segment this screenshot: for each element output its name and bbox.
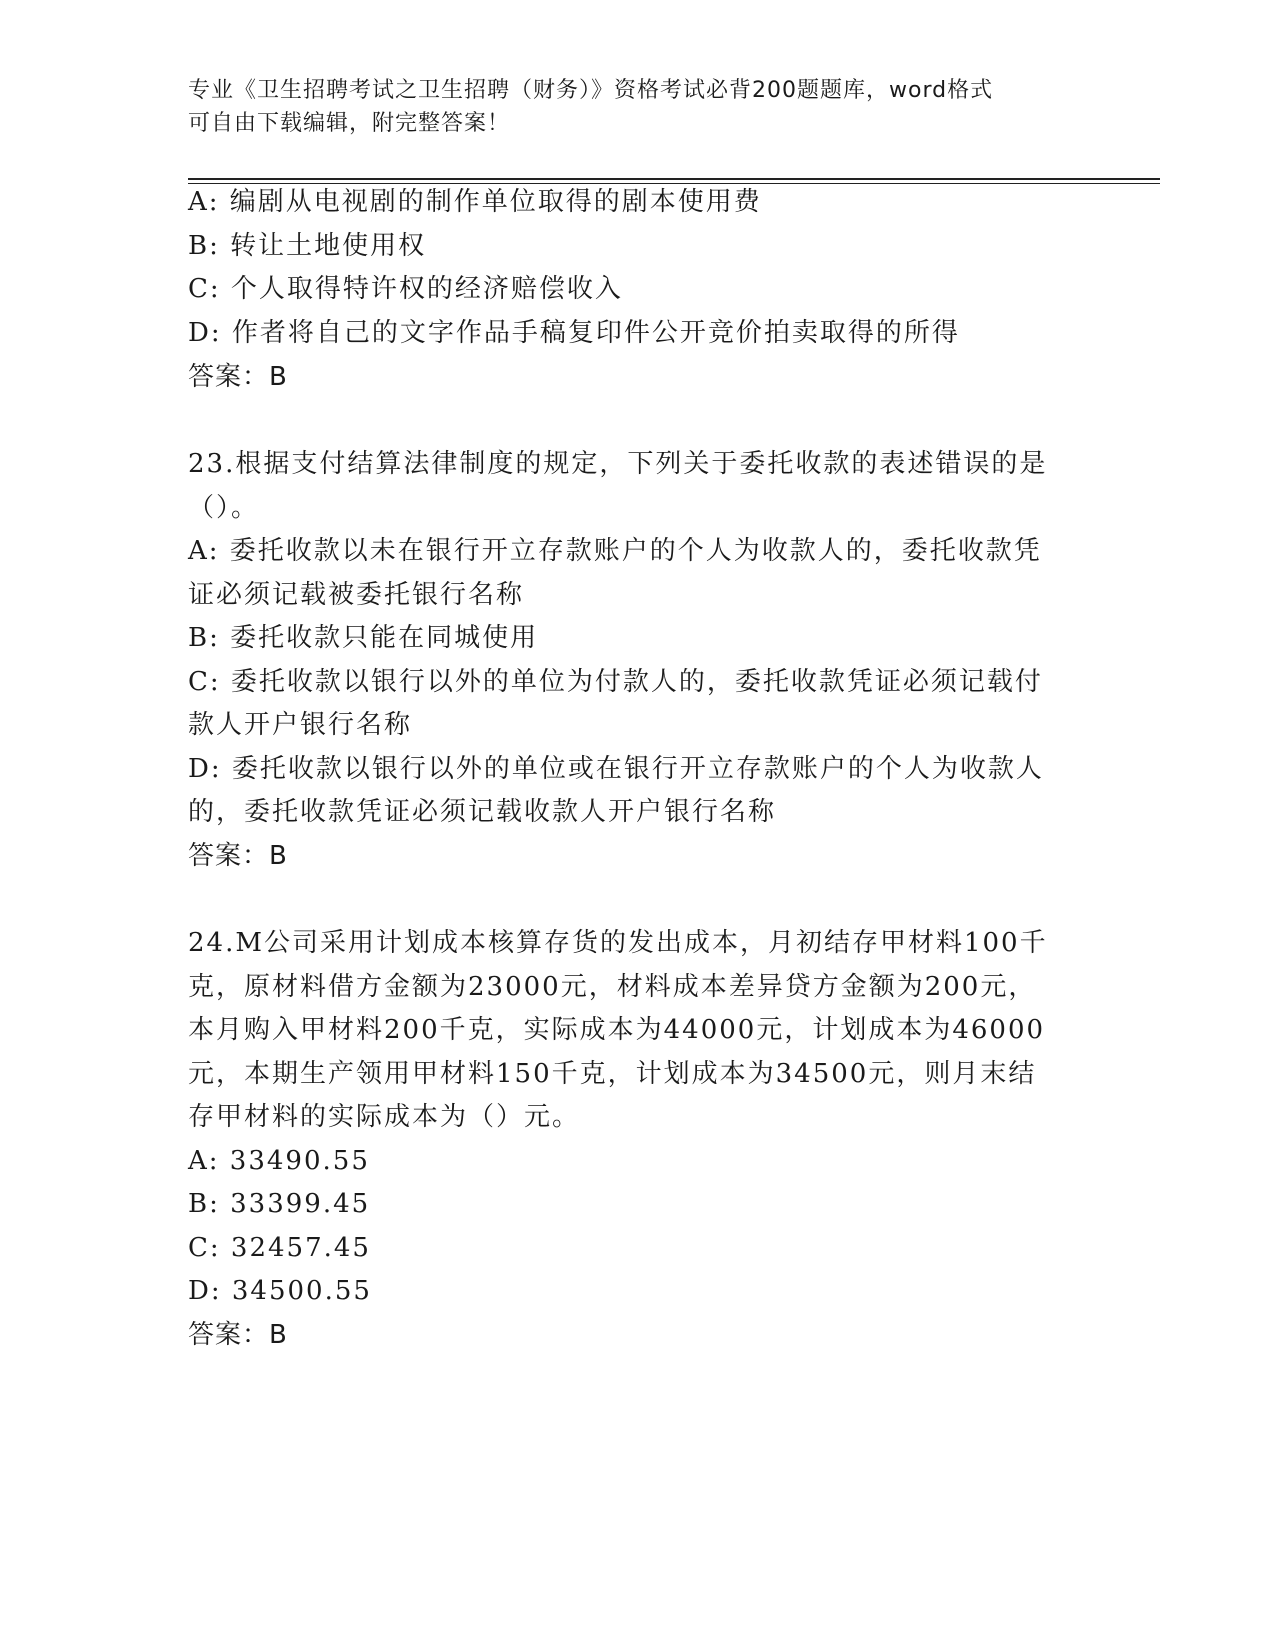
q22-answer: 答案：B [188,362,288,392]
q23-answer: 答案：B [188,841,288,871]
q22-option-b: B: 转让土地使用权 [188,231,427,261]
q23-option-a-line-2: 证必须记载被委托银行名称 [188,580,525,610]
q23-stem-line-1: 23.根据支付结算法律制度的规定，下列关于委托收款的表述错误的是 [188,449,1048,479]
q24-stem-line-4: 元，本期生产领用甲材料150千克，计划成本为34500元，则月末结 [188,1059,1037,1089]
q23-option-d-line-1: D: 委托收款以银行以外的单位或在银行开立存款账户的个人为收款人 [188,754,1044,784]
q24-option-d: D: 34500.55 [188,1276,372,1306]
header-line-1: 专业《卫生招聘考试之卫生招聘（财务）》资格考试必背200题题库，word格式 [188,78,994,103]
q22-option-c: C: 个人取得特许权的经济赔偿收入 [188,274,623,304]
q24-option-a: A: 33490.55 [188,1146,370,1176]
header-divider-thin [188,183,1160,184]
q23-stem-line-2: （）。 [188,493,260,523]
document-header [188,74,1088,140]
q24-option-c: C: 32457.45 [188,1233,371,1263]
q23-option-b: B: 委托收款只能在同城使用 [188,623,539,653]
q24-answer: 答案：B [188,1320,288,1350]
q23-option-a-line-1: A: 委托收款以未在银行开立存款账户的个人为收款人的，委托收款凭 [188,536,1042,566]
q24-stem-line-5: 存甲材料的实际成本为（）元。 [188,1102,581,1132]
q23-option-c-line-2: 款人开户银行名称 [188,710,413,740]
q22-option-d: D: 作者将自己的文字作品手稿复印件公开竞价拍卖取得的所得 [188,318,960,348]
q24-option-b: B: 33399.45 [188,1189,371,1219]
q22-option-a: A: 编剧从电视剧的制作单位取得的剧本使用费 [188,187,762,217]
q24-stem-line-3: 本月购入甲材料200千克，实际成本为44000元，计划成本为46000 [188,1015,1046,1045]
q24-stem-line-2: 克，原材料借方金额为23000元，材料成本差异贷方金额为200元， [188,972,1037,1002]
header-divider-thick [188,178,1160,180]
header-line-2: 可自由下载编辑，附完整答案！ [188,111,511,136]
q23-option-d-line-2: 的，委托收款凭证必须记载收款人开户银行名称 [188,797,777,827]
q24-stem-line-1: 24.M公司采用计划成本核算存货的发出成本，月初结存甲材料100千 [188,928,1048,958]
q23-option-c-line-1: C: 委托收款以银行以外的单位为付款人的，委托收款凭证必须记载付 [188,667,1043,697]
